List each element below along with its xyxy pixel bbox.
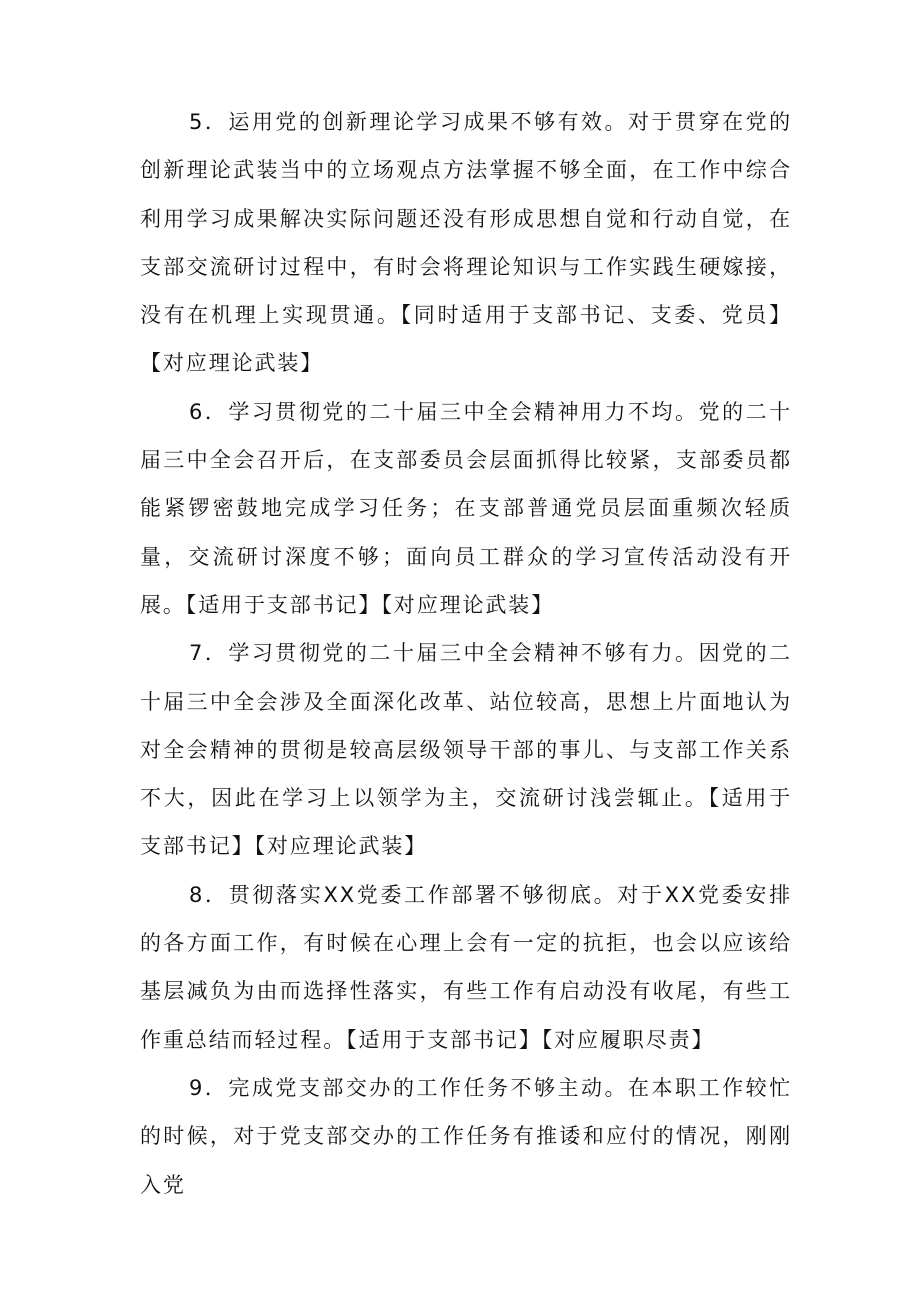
document-body: [140, 98, 792, 1209]
paragraph-item-8: 8．贯彻落实XX党委工作部署不够彻底。对于XX党委安排的各方面工作，有时候在心理上会有一定的抗拒，也会以应该给基层减负为由而选择性落实，有些工作有启动没有收尾，有些工作重总结而轻过程。【适用于支部书记】【对应履职尽责】: [140, 882, 792, 1052]
paragraph-item-9: 9．完成党支部交办的工作任务不够主动。在本职工作较忙的时候，对于党支部交办的工作任务有推诿和应付的情况，刚刚入党: [140, 1075, 792, 1197]
paragraph-item-5: 5．运用党的创新理论学习成果不够有效。对于贯穿在党的创新理论武装当中的立场观点方法掌握不够全面，在工作中综合利用学习成果解决实际问题还没有形成思想自觉和行动自觉，在支部交流研讨过程中，有时会将理论知识与工作实践生硬嫁接，没有在机理上实现贯通。【同时适用于支部书记、支委、党员】【对应理论武装】: [140, 110, 792, 376]
paragraph-item-6: 6．学习贯彻党的二十届三中全会精神用力不均。党的二十届三中全会召开后，在支部委员会层面抓得比较紧，支部委员都能紧锣密鼓地完成学习任务；在支部普通党员层面重频次轻质量，交流研讨深度不够；面向员工群众的学习宣传活动没有开展。【适用于支部书记】【对应理论武装】: [140, 399, 792, 617]
paragraph-item-7: 7．学习贯彻党的二十届三中全会精神不够有力。因党的二十届三中全会涉及全面深化改革、站位较高，思想上片面地认为对全会精神的贯彻是较高层级领导干部的事儿、与支部工作关系不大，因此在学习上以领学为主，交流研讨浅尝辄止。【适用于支部书记】【对应理论武装】: [140, 641, 792, 859]
